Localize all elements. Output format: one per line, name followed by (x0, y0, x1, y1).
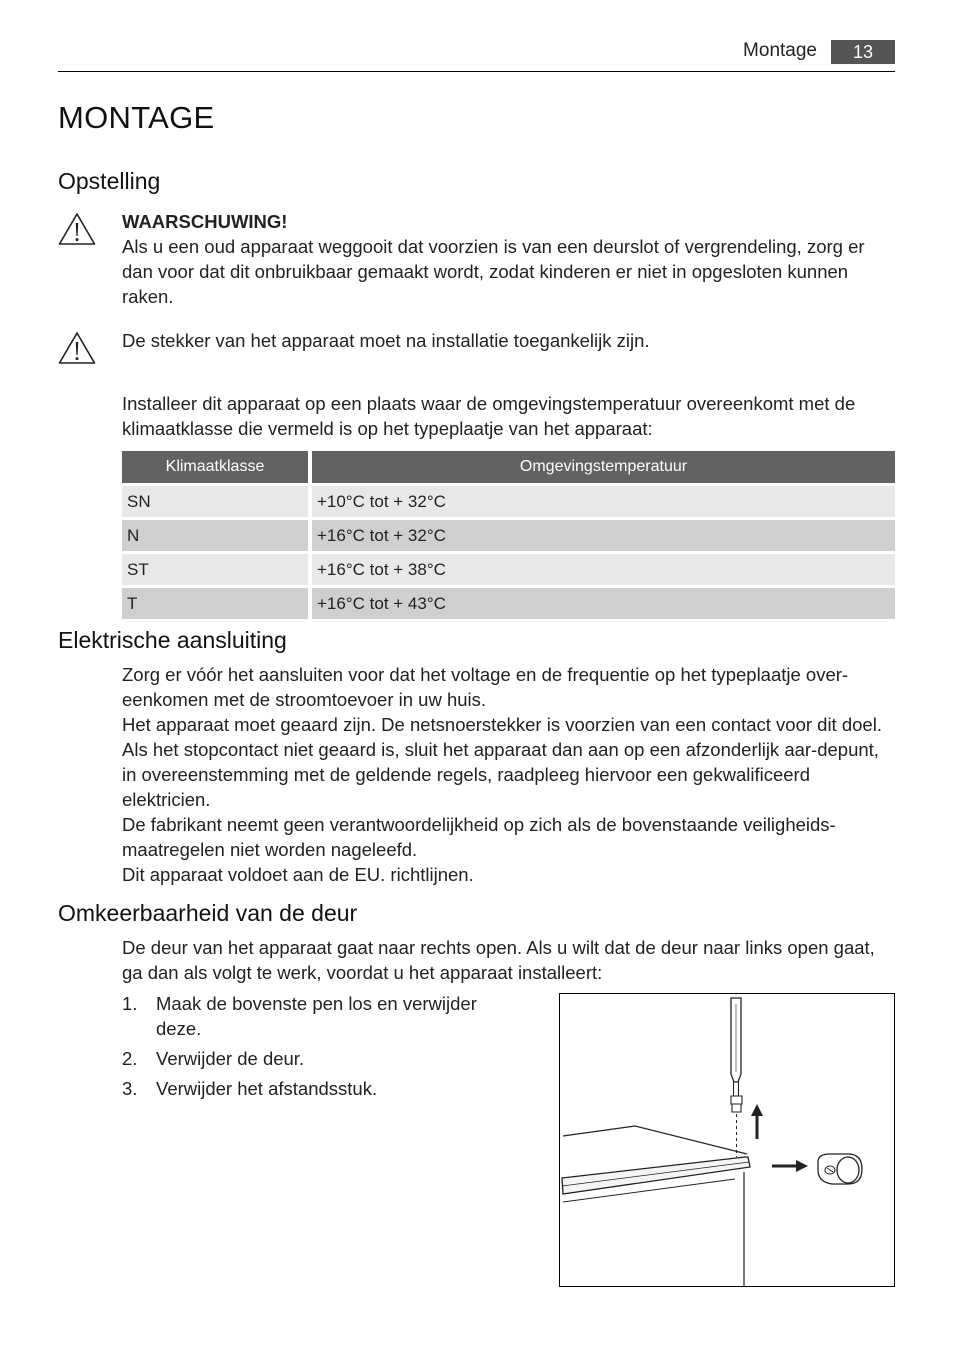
table-header-cell: Klimaatklasse (122, 451, 308, 483)
table-cell: +10°C tot + 32°C (308, 486, 895, 517)
step-number: 3. (122, 1078, 138, 1099)
list-item (122, 991, 502, 1041)
paragraph: Dit apparaat voldoet aan de EU. richtlijnen. (122, 864, 474, 885)
table-header-cell: Omgevingstemperatuur (308, 451, 895, 483)
caution-triangle-icon (58, 331, 96, 365)
paragraph: De fabrikant neemt geen verantwoordelijkheid op zich als de bovenstaande veiligheids-maatregelen niet worden nageleefd. (122, 814, 836, 860)
table-row (122, 520, 895, 551)
table-cell: +16°C tot + 38°C (308, 554, 895, 585)
step-text: Verwijder het afstandsstuk. (156, 1078, 378, 1099)
electrical-section-body (122, 662, 897, 887)
step-text: Maak de bovenste pen los en verwijder deze. (156, 993, 477, 1039)
table-cell: SN (122, 486, 308, 517)
running-header (58, 38, 895, 72)
installation-intro: Installeer dit apparaat op een plaats waar de omgevingstemperatuur overeenkomt met de klimaatklasse die vermeld is op het typeplaatje van het apparaat: (122, 393, 856, 439)
list-item (122, 1076, 502, 1101)
paragraph: Zorg er vóór het aansluiten voor dat het voltage en de frequentie op het typeplaatje over-eenkomen met de stroomtoevoer in uw huis. (122, 664, 849, 710)
table-cell: +16°C tot + 32°C (308, 520, 895, 551)
warning-title: WAARSCHUWING! (122, 211, 288, 232)
table-cell: ST (122, 554, 308, 585)
table-row (122, 486, 895, 517)
table-row (122, 588, 895, 619)
heading-omkeerbaarheid: Omkeerbaarheid van de deur (58, 900, 358, 926)
door-intro: De deur van het apparaat gaat naar rechts open. Als u wilt dat de deur naar links open gaat, ga dan als volgt te werk, voordat u het apparaat installeert: (122, 937, 875, 983)
list-item (122, 1046, 502, 1071)
table-cell: +16°C tot + 43°C (308, 588, 895, 619)
warning-text: Als u een oud apparaat weggooit dat voorzien is van een deurslot of vergrendeling, zorg er dan voor dat dit onbruikbaar gemaakt wordt, zodat kinderen er niet in opgesloten kunnen raken. (122, 236, 865, 307)
table-cell: T (122, 588, 308, 619)
warning-triangle-icon (58, 212, 96, 246)
heading-opstelling: Opstelling (58, 168, 161, 194)
door-hinge-illustration (559, 993, 895, 1287)
table-row (122, 554, 895, 585)
paragraph: Het apparaat moet geaard zijn. De netsnoerstekker is voorzien van een contact voor dit doel. Als het stopcontact niet geaard is, sluit het apparaat dan aan op een afzonderlijk aar-depunt, in overeenstemming met de geldende regels, raadpleeg hiervoor een gekwalificeerd elektricien. (122, 714, 882, 810)
table-header-row (122, 451, 895, 483)
climate-class-table (122, 448, 895, 622)
heading-elektrische-aansluiting: Elektrische aansluiting (58, 627, 287, 653)
step-number: 2. (122, 1048, 138, 1069)
door-steps-list (122, 991, 502, 1106)
warning-block (122, 209, 897, 309)
table-cell: N (122, 520, 308, 551)
step-text: Verwijder de deur. (156, 1048, 305, 1069)
header-section-name: Montage (743, 40, 817, 61)
page-title: MONTAGE (58, 100, 215, 135)
caution-text: De stekker van het apparaat moet na installatie toegankelijk zijn. (122, 330, 650, 351)
page-number-badge: 13 (831, 40, 895, 64)
hinge-removal-drawing (560, 994, 896, 1288)
step-number: 1. (122, 993, 138, 1014)
